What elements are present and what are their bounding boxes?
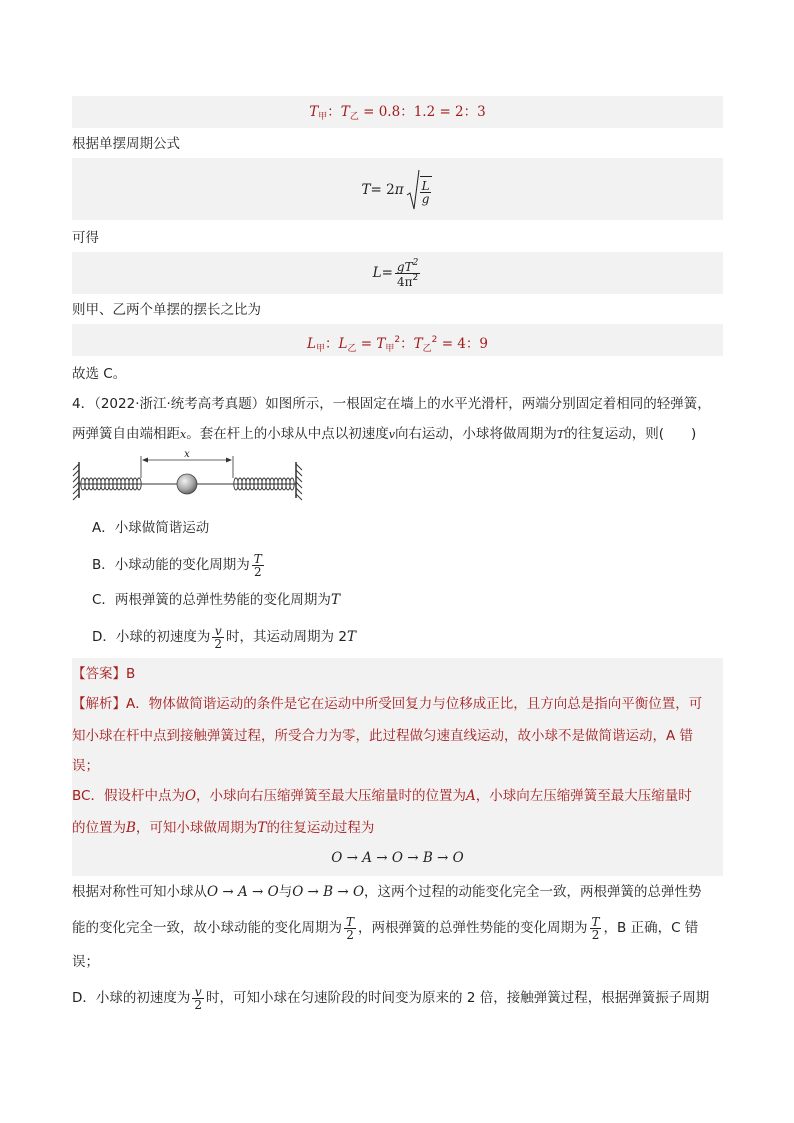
motion-chain: O → A → O → B → O: [331, 850, 464, 866]
ratio-value: = 4：9: [437, 336, 488, 352]
figure-label-x: x: [184, 449, 190, 460]
superscript-2: 2: [394, 335, 401, 345]
analysis-text: ，小球向左压缩弹簧至最大压缩量时: [475, 788, 692, 804]
equation-length: [72, 255, 723, 291]
analysis-text: ，这两个过程的动能变化完全一致，两根弹簧的总弹性势: [364, 884, 702, 900]
subscript-yi: 乙: [349, 112, 359, 122]
sqrt-sign-icon: [406, 169, 420, 211]
analysis-text: 的位置为: [72, 820, 126, 836]
analysis-text: ，B 正确，C 错: [603, 920, 699, 936]
analysis-text: ，两根弹簧的总弹性势能的变化周期为: [358, 920, 588, 936]
option-c-text: C．两根弹簧的总弹性势能的变化周期为: [92, 592, 331, 608]
left-wall-hatch: [73, 464, 79, 500]
subscript-jia: 甲: [315, 344, 325, 354]
question-text: 两弹簧自由端相距: [72, 426, 180, 442]
analysis-p3-line3: 误；: [72, 954, 99, 970]
subscript-jia: 甲: [318, 112, 328, 122]
analysis-p1-line2: 知小球在杆中点到接触弹簧过程，所受合力为零，此过程做匀速直线运动，故小球不是做简谐运动，A 错: [72, 728, 694, 744]
superscript-2: 2: [412, 272, 419, 283]
right-wall-hatch: [296, 464, 302, 500]
symbol-T: T: [591, 914, 600, 929]
option-b: [92, 548, 266, 582]
analysis-p3-line2: [72, 910, 698, 946]
colon: ：: [400, 336, 414, 352]
question-text: 。套在杆上的小球从中点以初速度: [186, 426, 389, 442]
analysis-text: BC．假设杆中点为: [72, 788, 185, 804]
symbol-T: T: [346, 914, 355, 929]
option-c: [92, 590, 340, 610]
symbol-v: v: [388, 428, 395, 441]
arrow-left-icon: [142, 458, 148, 463]
ratio-value: = 0.8：1.2 = 2：3: [358, 104, 486, 120]
question-text: 的往复运动，则( ): [564, 426, 697, 442]
arrow-right-icon: [226, 458, 232, 463]
analysis-p2-line1: [72, 786, 692, 806]
fraction-v-over-2: [212, 625, 224, 650]
symbol-T: T: [253, 551, 262, 566]
option-d-text: D．小球的初速度为: [92, 629, 211, 645]
equation-period-ratio: [72, 102, 723, 127]
analysis-text: ，可知小球做周期为: [135, 820, 258, 836]
equals-two: = 2: [370, 182, 395, 198]
subscript-jia: 甲: [385, 344, 395, 354]
spring-ball-figure: [72, 448, 304, 504]
denominator-2: 2: [253, 564, 262, 579]
denominator-2: 2: [214, 636, 223, 651]
text-choose: 故选 C。: [72, 366, 127, 382]
symbol-x: x: [180, 428, 187, 441]
option-a: A．小球做简谐运动: [92, 520, 210, 536]
analysis-text: 的往复运动过程为: [266, 820, 375, 836]
symbol-T: T: [361, 182, 371, 198]
numerator-gT: gT: [396, 259, 413, 274]
answer-label: 【答案】B: [72, 666, 136, 682]
superscript-2: 2: [431, 335, 438, 345]
symbol-L: L: [338, 336, 348, 352]
symbol-L: L: [421, 178, 430, 193]
fraction-T-over-2: [590, 916, 602, 941]
ball: [177, 474, 197, 494]
symbol-g: g: [421, 191, 430, 206]
analysis-text: ，小球向右压缩弹簧至最大压缩量时的位置为: [196, 788, 467, 804]
symbol-v: v: [214, 623, 222, 638]
superscript-2: 2: [412, 257, 419, 268]
symbol-T: T: [346, 629, 356, 645]
symbol-B: B: [126, 820, 136, 836]
subscript-yi: 乙: [347, 344, 357, 354]
subscript-yi: 乙: [422, 344, 432, 354]
motion-chain-left: O → B → O: [292, 884, 365, 900]
option-d: [92, 620, 356, 654]
denominator-2: 2: [591, 927, 600, 942]
symbol-T: T: [556, 428, 565, 441]
question-text: 向右运动，小球将做周期为: [394, 426, 557, 442]
symbol-L: L: [307, 336, 316, 352]
analysis-p2-line2: [72, 818, 374, 838]
analysis-text: 能的变化完全一致，故小球动能的变化周期为: [72, 920, 342, 936]
analysis-text: 根据对称性可知小球从: [72, 884, 207, 900]
denominator-2: 2: [346, 927, 354, 942]
analysis-p3-line1: [72, 882, 702, 902]
text-ratio-intro: 则甲、乙两个单摆的摆长之比为: [72, 302, 261, 318]
symbol-pi: π: [394, 182, 404, 198]
symbol-T: T: [340, 104, 350, 120]
colon: ：: [327, 104, 341, 120]
question-line-2: [72, 424, 696, 445]
fraction-gT2-over-4pi2: [395, 259, 420, 288]
analysis-text: 时，可知小球在匀速阶段的时间变为原来的 2 倍，接触弹簧过程，根据弹簧振子周期: [206, 990, 710, 1006]
colon: ：: [324, 336, 339, 352]
text-period-formula: 根据单摆周期公式: [72, 136, 180, 152]
symbol-A: A: [466, 788, 476, 804]
answer-analysis-block: [72, 658, 723, 876]
fraction-T-over-2: [252, 553, 264, 578]
analysis-text: D．小球的初速度为: [72, 990, 191, 1006]
symbol-T: T: [309, 104, 319, 120]
option-b-text: B．小球动能的变化周期为: [92, 557, 250, 573]
symbol-T: T: [413, 336, 423, 352]
text-then: 可得: [72, 230, 99, 246]
fraction-denominator: [395, 273, 420, 288]
symbol-T: T: [376, 336, 386, 352]
equation-pendulum-period: [72, 166, 723, 214]
fraction-T-over-2: [344, 916, 356, 941]
symbol-O: O: [184, 788, 197, 804]
sqrt-fraction: [420, 176, 432, 205]
symbol-v: v: [194, 984, 202, 999]
fraction-numerator: [395, 259, 420, 273]
symbol-T: T: [257, 820, 267, 836]
option-d-tail: 时，其运动周期为 2: [226, 629, 347, 645]
analysis-p1-line1: 【解析】A．物体做简谐运动的条件是它在运动中所受回复力与位移成正比，且方向总是指向平衡位置，可: [72, 696, 703, 712]
equation-length-ratio: $L_甲$：$L_乙 = T_甲^2$：$T_乙^2 = 4$：9: [307, 335, 488, 354]
motion-chain-right: O → A → O: [207, 884, 279, 900]
analysis-p1-line3: 误；: [72, 758, 99, 774]
fraction-v-over-2: [192, 986, 204, 1011]
analysis-text: 与: [278, 884, 293, 900]
equals-sign: =: [381, 265, 393, 281]
analysis-p4-line1: [72, 980, 709, 1016]
denominator-4pi: 4π: [397, 274, 413, 289]
denominator-2: 2: [194, 997, 203, 1012]
question-line-1: 4．（2022·浙江·统考高考真题）如图所示，一根固定在墙上的水平光滑杆，两端分别固定着相同的轻弹簧，: [72, 396, 711, 412]
symbol-T: T: [330, 592, 340, 608]
symbol-L: L: [372, 265, 382, 281]
